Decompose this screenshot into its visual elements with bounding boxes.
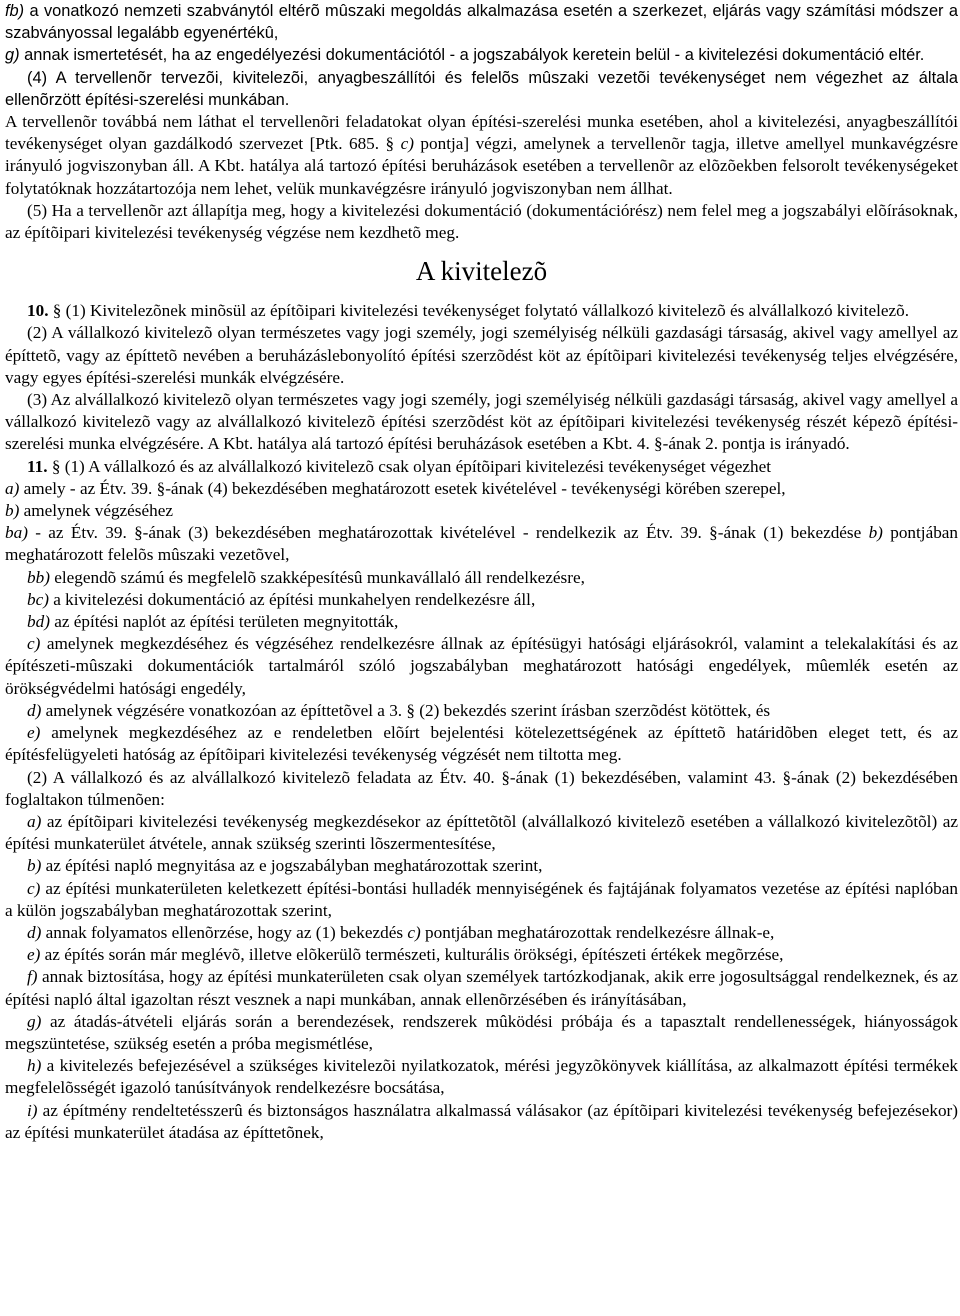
section-10-3 (5, 389, 958, 456)
item-marker: e) (27, 945, 41, 965)
paragraph-g (5, 44, 958, 66)
item-marker: c) (400, 134, 414, 154)
paragraph-text: pontja] végzi, amelynek a tervellenõr tagja, illetve amellyel munkavégzésre irányuló jogviszonyban áll. A Kbt. (5, 134, 958, 176)
paragraph-text: (2) A vállalkozó kivitelezõ olyan természetes vagy jogi személy, jogi személyiség nélküli gazdasági társaság, akivel vagy amellyel az építtetõ, vagy az építtetõ nevében a beruházáslebonyolító építési szerzõdést köt az építõipari kivitelezési tevékenység teljes elvégzésére, vagy egyes építési-szerelési munkák elvégzésére. (5, 323, 958, 387)
paragraph-text: a kivitelezés befejezésével a szükséges kivitelezõi nyilatkozatok, mérési jegyzõkönyvek kiállítása, az alkalmazott építési termékek megfelelõsségét igazoló tanúsítványok rendelkezésre bocsátása, (5, 1056, 958, 1098)
section-11-1 (5, 456, 958, 478)
paragraph-text: § (1) Kivitelezõnek minõsül az építõipari kivitelezési tevékenységet folytató vállalkozó kivitelezõ és alvállalkozó kivitelezõ. (48, 301, 909, 321)
item-11-2-e (5, 944, 958, 966)
item-11-c (5, 633, 958, 700)
paragraph-text: amelynek megkezdéséhez az e rendeletben elõírt bejelentési kötelezettségének az építtetõ határidõben eleget tett, és az építésfelügyeleti hatóság az építõipari kivitelezési tevékenység végzését nem tiltotta meg. (5, 723, 958, 765)
section-10-1 (5, 300, 958, 322)
item-marker: c) (27, 634, 41, 654)
paragraph-text: pontjában meghatározottak rendelkezésre állnak-e, (420, 922, 775, 942)
paragraph-text: (5) Ha a tervellenõr azt állapítja meg, hogy a kivitelezési dokumentáció (dokumentációrész) nem felel meg a jogszabályi elõírásoknak, az építõipari kivitelezési tevékenység végzése nem kezdhetõ meg. (5, 200, 958, 243)
paragraph-text: annak ismertetését, ha az engedélyezési dokumentációtól - a jogszabályok keretein belül - a kivitelezési dokumentáció eltér. (19, 46, 925, 65)
paragraph-text: § (1) A vállalkozó és az alvállalkozó kivitelezõ csak olyan építõipari kivitelezési tevékenységet végezhet (47, 456, 772, 476)
item-11-2-c (5, 878, 958, 922)
item-11-2-b (5, 855, 958, 877)
item-11-b (5, 500, 958, 522)
item-marker: d) (27, 700, 42, 720)
item-marker: b) (27, 856, 42, 876)
paragraph-4 (5, 67, 958, 111)
section-number: 11. (27, 456, 48, 476)
paragraph-text: elegendõ számú és megfelelõ szakképesítésû munkavállaló áll rendelkezésre, (49, 567, 585, 587)
item-marker: f) (27, 967, 38, 987)
item-marker: g) (5, 46, 20, 65)
item-11-a (5, 478, 958, 500)
paragraph-text: A tervellenõr továbbá nem láthat el tervellenõri feladatokat olyan építési-szerelési munka esetében, ahol a kivitelezési, anyagbeszállítói tevékenységet olyan gazdálkodó szervezet [Ptk. 685. § (5, 112, 958, 154)
item-marker: a) (5, 478, 20, 498)
paragraph-text: - az Étv. 39. §-ának (3) bekezdésében meghatározottak kivételével - rendelkezik az Étv. 39. §-ának (1) bekezdése (27, 523, 869, 543)
item-marker: i) (27, 1100, 38, 1120)
paragraph-text: az építési naplót az építési területen megnyitották, (49, 612, 399, 632)
paragraph-text: amely - az Étv. 39. §-ának (4) bekezdésében meghatározott esetek kivételével - tevékenységi körében szerepel, (19, 478, 786, 498)
item-11-2-d (5, 922, 958, 944)
section-number: 10. (27, 301, 49, 321)
paragraph-text: (4) A tervellenõr tervezõi, kivitelezõi, anyagbeszállítói és felelõs mûszaki vezetõi tevékenységet nem végezhet az általa ellenõrzött építési-szerelési munkában. (5, 68, 958, 109)
item-11-bd (5, 611, 958, 633)
section-10-2 (5, 322, 958, 389)
item-marker: bd) (27, 612, 50, 632)
item-marker: h) (27, 1056, 42, 1076)
paragraph-text: annak folyamatos ellenõrzése, hogy az (1) bekezdés (41, 922, 408, 942)
item-marker: c) (407, 922, 421, 942)
paragraph-text: az építési napló megnyitása az e jogszabályban meghatározottak szerint, (41, 856, 543, 876)
item-11-2-h (5, 1055, 958, 1099)
paragraph-text: az építés során már meglévõ, illetve elõkerülõ természeti, kulturális örökségi, építészeti értékek megõrzése, (40, 945, 784, 965)
item-marker: g) (27, 1011, 42, 1031)
section-title: A kivitelezõ (415, 256, 548, 287)
item-11-d (5, 700, 958, 722)
item-marker: b) (868, 523, 883, 543)
paragraph-text: az építési munkaterületen keletkezett építési-bontási hulladék mennyiségének és fajtájának folyamatos vezetése az építési naplóban a külön jogszabályban meghatározottak szerint, (5, 878, 958, 920)
paragraph-4-continued (5, 111, 958, 200)
item-marker: a) (27, 811, 42, 831)
item-11-2-g (5, 1011, 958, 1055)
paragraph-text: amelynek megkezdéséhez és végzéséhez rendelkezésre állnak az építésügyi hatósági eljárásokról, valamint a telekalakítási és az építészeti-mûszaki dokumentációk tartalmáról szóló jogszabályban meghatározott hatósági engedélyek, mûemlék esetén az örökségvédelmi hatósági engedély, (5, 634, 958, 698)
paragraph-text: az építmény rendeltetésszerû és biztonságos használatra alkalmassá válásakor (az építõipari kivitelezési tevékenység befejezésekor) az építési munkaterület átadása az építtetõnek, (5, 1100, 958, 1142)
section-11-2 (5, 767, 958, 811)
item-marker: c) (27, 878, 41, 898)
item-marker: d) (27, 922, 42, 942)
item-11-bb (5, 567, 958, 589)
paragraph-text: a vonatkozó nemzeti szabványtól eltérõ mûszaki megoldás alkalmazása esetén a szerkezet, eljárás vagy számítási módszer a szabványossal legalább egyenértékû, (5, 2, 958, 43)
paragraph-text: az átadás-átvételi eljárás során a berendezések, rendszerek mûködési próbája és a tapasztalt rendellenességek, hiányosságok megszüntetése, szükség esetén a próba megismétlése, (5, 1011, 958, 1053)
item-marker: e) (27, 723, 41, 743)
paragraph-text: (3) Az alvállalkozó kivitelezõ olyan természetes vagy jogi személy, jogi személyiség nélküli gazdasági társaság, akivel vagy amellyel a vállalkozó kivitelezõ vagy az alvállalkozó kivitelezõ építési szerzõdést köt az építõipari kivitelezési tevékenység részét képezõ építési-szerelési munka elvégzésére. A Kbt. hatálya alá tartozó építési beruházások esetében a Kbt. 4. §-ának 2. pontja is irányadó. (5, 390, 958, 454)
item-11-ba (5, 522, 958, 566)
paragraph-text: a kivitelezési dokumentáció az építési munkahelyen rendelkezésre áll, (48, 589, 536, 609)
paragraph-text: (2) A vállalkozó és az alvállalkozó kivitelezõ feladata az Étv. 40. §-ának (1) bekezdésében, valamint 43. §-ának (2) bekezdésében foglaltakon túlmenõen: (5, 767, 958, 809)
paragraph-text: hatálya alá tartozó építési beruházások esetében a tervellenõr az elõzõekben felsorolt tevékenységeket folytatóknak hozzátartozója nem lehet, velük munkavégzésre irányuló jogviszonyban nem állhat. (5, 156, 958, 198)
item-11-e (5, 722, 958, 766)
item-11-2-i (5, 1100, 958, 1144)
item-marker: fb) (5, 2, 25, 20)
paragraph-text: annak biztosítása, hogy az építési munkaterületen csak olyan személyek tartózkodjanak, akik erre jogosultsággal rendelkeznek, és az építési napló által igazoltan részt vesznek a napi munkában, annak ellenõrzésében és irányításában, (5, 967, 958, 1009)
paragraph-text: amelynek végzésére vonatkozóan az építtetõvel a 3. § (2) bekezdés szerint írásban szerzõdést kötöttek, és (41, 700, 771, 720)
item-marker: bc) (27, 589, 49, 609)
paragraph-5 (5, 200, 958, 244)
item-11-2-a (5, 811, 958, 855)
item-11-2-f (5, 966, 958, 1010)
paragraph-text: az építõipari kivitelezési tevékenység megkezdésekor az építtetõtõl (alvállalkozó kivitelezõ esetében a vállalkozó kivitelezõtõl) az építési munkaterület átvétele, annak szükség szerinti lõszermentesítése, (5, 811, 958, 854)
item-marker: bb) (27, 567, 50, 587)
paragraph-text: amelynek végzéséhez (19, 501, 173, 521)
item-11-bc (5, 589, 958, 611)
paragraph-text: pontjában meghatározott felelõs mûszaki vezetõvel, (5, 523, 959, 565)
item-marker: b) (5, 501, 20, 521)
item-marker: ba) (5, 523, 28, 543)
paragraph-fb (5, 0, 958, 44)
